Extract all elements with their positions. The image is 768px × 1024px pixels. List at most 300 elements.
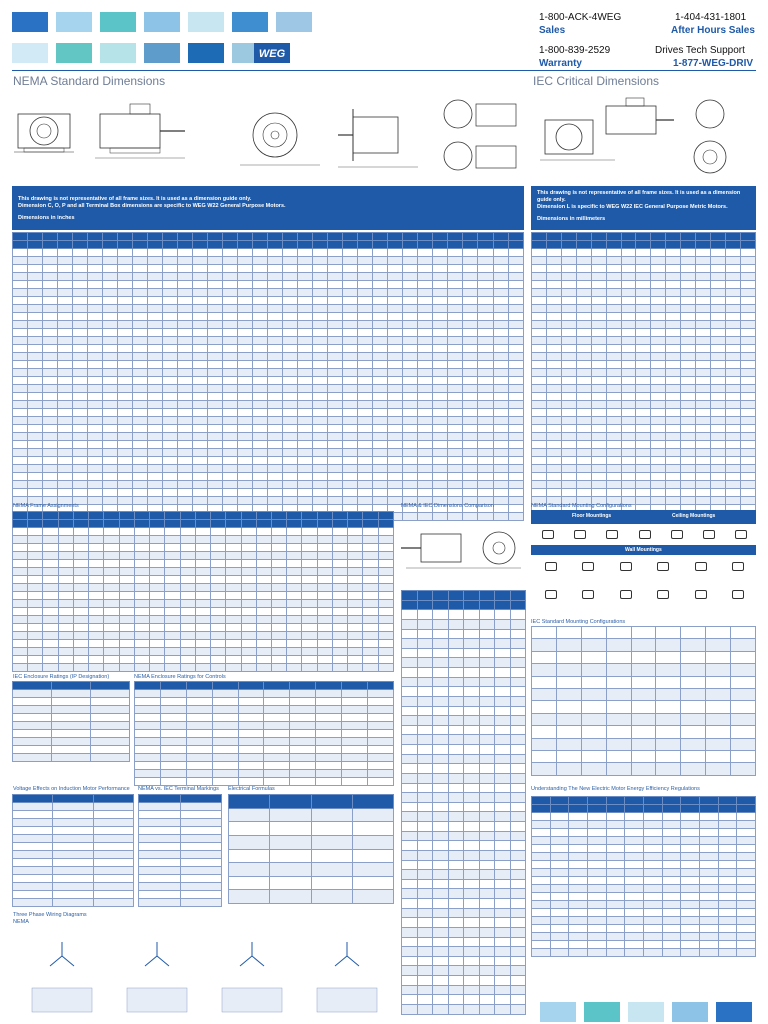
table-cell [223,249,238,257]
table-cell [223,345,238,353]
table-cell [740,425,755,433]
table-cell [238,706,264,714]
table-row [402,985,526,995]
table-cell [358,233,373,241]
table-cell [737,845,756,853]
table-cell [208,297,223,305]
table-cell [358,273,373,281]
table-cell [358,457,373,465]
table-cell [402,966,418,976]
table-cell [561,393,576,401]
table-cell [463,401,478,409]
table-cell [256,608,271,616]
table-cell [681,377,696,385]
table-cell [13,393,28,401]
table-cell [73,600,88,608]
table-cell [388,441,403,449]
table-cell [464,995,480,1005]
table-cell [508,289,523,297]
table-cell [576,249,591,257]
table-cell [58,385,73,393]
table-cell [223,473,238,481]
table-cell [363,552,378,560]
table-cell [606,837,625,845]
table-cell [178,353,193,361]
table-cell [298,481,313,489]
table-cell [631,676,656,688]
table-row [532,273,756,281]
table-cell [711,473,726,481]
table-cell [91,738,130,746]
warranty-phone[interactable]: 1-800-839-2529 [539,45,611,56]
table-cell [163,401,178,409]
table-cell [606,449,621,457]
table-cell [193,489,208,497]
table-cell [332,632,347,640]
table-cell [510,745,526,755]
table-cell [332,640,347,648]
table-cell [556,701,581,713]
table-cell [479,937,495,947]
table-cell [253,321,268,329]
table-cell [464,956,480,966]
table-cell [656,701,681,713]
table-cell [58,337,73,345]
table-cell [73,329,88,337]
table-cell [510,956,526,966]
table-cell [378,584,393,592]
table-row [13,714,130,722]
header-tile [56,43,92,63]
sales-phone[interactable]: 1-800-ACK-4WEG [539,12,622,23]
table-row [402,841,526,851]
table-row [13,624,394,632]
table-cell [631,701,656,713]
table-cell [581,676,606,688]
table-cell [576,465,591,473]
table-cell [238,473,253,481]
table-cell [193,305,208,313]
table-cell [418,393,433,401]
table-cell [313,473,328,481]
table-cell [193,433,208,441]
table-cell [133,441,148,449]
table-cell [178,409,193,417]
table-cell [93,803,133,811]
table-row [13,265,524,273]
table-cell [302,656,317,664]
table-cell [43,417,58,425]
table-cell [373,489,388,497]
table-cell [311,835,352,849]
table-cell [696,457,711,465]
table-cell [28,241,43,249]
table-cell [283,353,298,361]
table-cell [479,754,495,764]
table-cell [433,329,448,337]
table-cell [180,608,195,616]
table-cell [253,249,268,257]
drives-support-phone[interactable]: 1-877-WEG-DRIV [673,58,754,69]
table-cell [211,536,226,544]
table-cell [591,377,606,385]
table-cell [150,552,165,560]
table-cell [403,257,418,265]
table-cell [556,763,581,776]
table-cell [348,560,363,568]
table-cell [403,249,418,257]
table-cell [725,337,740,345]
table-cell [508,393,523,401]
table-row [13,393,524,401]
table-cell [313,305,328,313]
nema-banner-line-3: Dimensions in inches [18,215,75,221]
table-cell [139,835,181,843]
table-cell [298,329,313,337]
table-cell [208,313,223,321]
table-cell [226,568,241,576]
table-cell [606,249,621,257]
table-cell [268,457,283,465]
table-cell [43,592,58,600]
table-cell [73,568,88,576]
table-row [532,321,756,329]
table-cell [388,489,403,497]
table-cell [358,249,373,257]
table-row [402,619,526,629]
table-cell [606,713,631,725]
table-cell [740,265,755,273]
table-cell [150,592,165,600]
table-row [532,813,756,821]
table-cell [178,385,193,393]
table-cell [253,481,268,489]
table-cell [448,754,464,764]
table-cell [271,632,286,640]
table-cell [271,528,286,536]
table-cell [606,393,621,401]
table-cell [148,409,163,417]
table-cell [464,812,480,822]
table-row [13,433,524,441]
table-cell [298,257,313,265]
table-cell [388,425,403,433]
table-cell [493,233,508,241]
table-row [532,726,756,738]
table-cell [264,770,290,778]
table-row [402,677,526,687]
table-cell [73,345,88,353]
table-cell [53,795,93,803]
table-cell [606,805,625,813]
table-cell [73,281,88,289]
table-cell [287,576,302,584]
table-cell [569,869,588,877]
table-cell [104,600,119,608]
table-cell [651,425,666,433]
table-cell [510,985,526,995]
table-cell [699,813,718,821]
table-cell [388,273,403,281]
table-row [139,875,222,883]
table-cell [403,481,418,489]
table-cell [433,927,449,937]
table-cell [666,281,681,289]
table-cell [478,321,493,329]
table-cell [731,751,756,763]
table-cell [464,619,480,629]
table-cell [58,560,73,568]
table-cell [402,696,418,706]
table-cell [43,616,58,624]
table-cell [636,241,651,249]
table-cell [495,619,511,629]
table-cell [550,805,569,813]
table-cell [223,489,238,497]
table-cell [508,385,523,393]
table-cell [666,489,681,497]
table-cell [119,648,134,656]
table-cell [103,401,118,409]
table-cell [223,401,238,409]
table-cell [287,520,302,528]
table-cell [58,568,73,576]
table-cell [73,489,88,497]
table-cell [621,441,636,449]
table-cell [621,473,636,481]
table-cell [706,751,731,763]
table-cell [569,885,588,893]
table-cell [302,544,317,552]
table-cell [433,457,448,465]
table-cell [448,1004,464,1014]
table-cell [696,257,711,265]
table-cell [58,305,73,313]
table-cell [343,385,358,393]
table-row [13,512,394,520]
table-cell [388,353,403,361]
table-cell [591,361,606,369]
iec-mounting-title: IEC Standard Mounting Configurations [531,619,626,625]
table-cell [433,850,449,860]
table-row [13,481,524,489]
table-cell [363,616,378,624]
table-cell [133,393,148,401]
table-cell [433,417,448,425]
table-cell [343,249,358,257]
table-cell [43,305,58,313]
table-cell [433,377,448,385]
table-cell [253,401,268,409]
table-cell [73,465,88,473]
table-row [13,827,134,835]
table-cell [178,449,193,457]
table-cell [576,401,591,409]
after-hours-phone[interactable]: 1-404-431-1801 [675,12,747,23]
table-cell [550,917,569,925]
table-cell [495,850,511,860]
table-cell [363,624,378,632]
mounting-icon [657,590,669,599]
grid [228,794,394,904]
table-cell [636,377,651,385]
table-cell [550,869,569,877]
table-cell [606,726,631,738]
table-cell [134,568,149,576]
table-cell [358,377,373,385]
table-cell [666,353,681,361]
table-cell [28,353,43,361]
table-cell [73,273,88,281]
table-cell [418,305,433,313]
table-cell [587,893,606,901]
table-cell [238,289,253,297]
table-cell [463,345,478,353]
table-cell [208,377,223,385]
table-cell [43,329,58,337]
table-cell [510,773,526,783]
table-cell [208,401,223,409]
table-cell [193,241,208,249]
table-cell [88,345,103,353]
table-row [13,811,134,819]
table-cell [195,520,210,528]
table-cell [621,401,636,409]
table-cell [328,497,343,505]
table-cell [58,321,73,329]
table-row [13,377,524,385]
table-cell [73,361,88,369]
table-cell [587,877,606,885]
table-cell [495,966,511,976]
table-row [135,698,394,706]
table-cell [666,497,681,505]
table-cell [178,377,193,385]
table-cell [13,425,28,433]
table-cell [696,393,711,401]
table-cell [591,457,606,465]
table-cell [448,449,463,457]
table-row [135,730,394,738]
table-cell [651,273,666,281]
table-cell [388,369,403,377]
table-cell [118,481,133,489]
table-cell [479,658,495,668]
table-cell [681,763,706,776]
table-row [532,713,756,725]
table-cell [363,536,378,544]
table-cell [696,473,711,481]
table-cell [556,639,581,651]
table-cell [463,369,478,377]
table-cell [103,345,118,353]
table-cell [666,465,681,473]
table-cell [328,297,343,305]
table-row [532,901,756,909]
table-cell [287,600,302,608]
table-cell [403,417,418,425]
table-cell [636,417,651,425]
table-cell [180,640,195,648]
table-cell [546,473,561,481]
table-cell [448,725,464,735]
table-cell [681,821,700,829]
table-cell [139,883,181,891]
table-cell [73,305,88,313]
table-cell [463,321,478,329]
table-cell [241,608,256,616]
table-cell [180,851,222,859]
table-cell [270,849,311,863]
table-cell [165,600,180,608]
table-cell [448,457,463,465]
table-cell [223,233,238,241]
table-cell [636,257,651,265]
table-cell [681,713,706,725]
table-cell [448,465,463,473]
table-cell [212,746,238,754]
table-cell [89,576,104,584]
bottom-tiles [526,1002,756,1022]
table-cell [587,941,606,949]
table-cell [464,658,480,668]
table-cell [150,512,165,520]
table-cell [681,885,700,893]
table-cell [625,813,644,821]
table-cell [479,879,495,889]
table-cell [118,233,133,241]
table-cell [348,600,363,608]
table-cell [417,802,433,812]
table-cell [163,345,178,353]
table-cell [656,689,681,701]
table-cell [532,313,547,321]
table-cell [373,425,388,433]
table-cell [662,797,681,805]
table-cell [681,465,696,473]
table-cell [621,257,636,265]
table-cell [28,401,43,409]
table-cell [402,754,418,764]
table-row [229,795,394,809]
table-cell [725,345,740,353]
table-cell [104,576,119,584]
table-cell [28,465,43,473]
table-row [13,899,134,907]
table-cell [651,257,666,265]
table-row [532,377,756,385]
table-cell [264,762,290,770]
table-cell [495,908,511,918]
table-cell [238,762,264,770]
table-cell [591,313,606,321]
table-cell [119,520,134,528]
table-cell [606,925,625,933]
table-cell [148,281,163,289]
table-cell [256,576,271,584]
table-cell [58,664,73,672]
table-cell [737,821,756,829]
table-row [139,899,222,907]
table-cell [343,417,358,425]
table-cell [636,297,651,305]
table-cell [311,876,352,890]
table-row [13,401,524,409]
table-cell [576,305,591,313]
table-cell [493,377,508,385]
drives-support-label: Drives Tech Support [655,45,745,56]
table-cell [193,337,208,345]
